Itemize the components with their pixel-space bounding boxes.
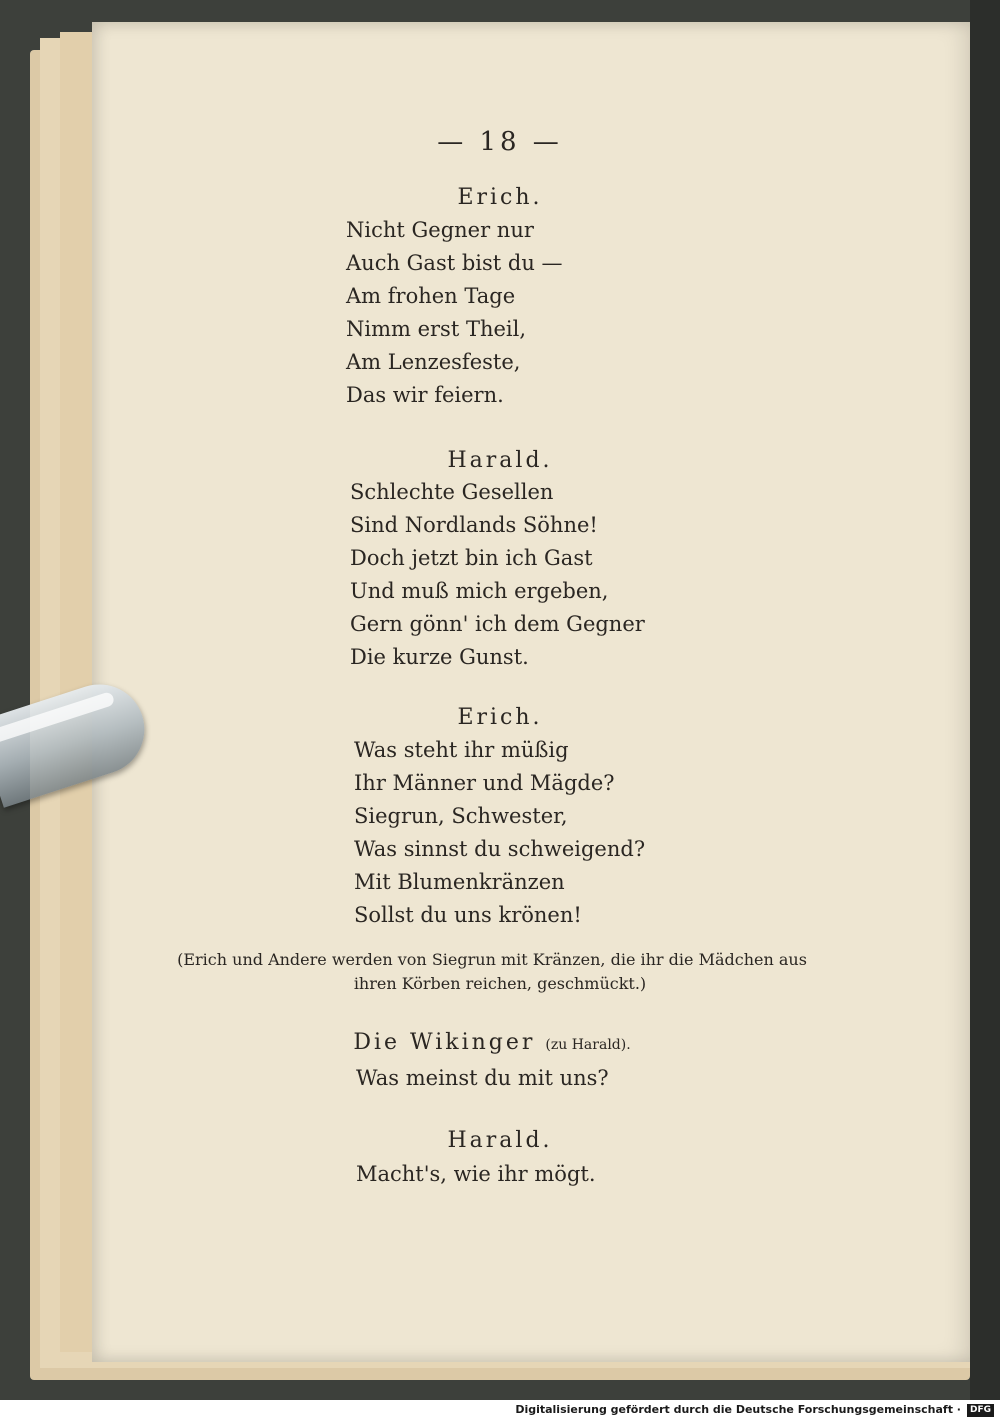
scanner-edge xyxy=(970,0,1000,1400)
verse-line: Was steht ihr müßig xyxy=(354,738,569,762)
digitization-footer xyxy=(0,1400,1000,1420)
speaker-erich: Erich. xyxy=(457,705,543,730)
speaker-harald: Harald. xyxy=(447,448,553,473)
speaker-erich: Erich. xyxy=(457,185,543,210)
stage-direction: (Erich und Andere werden von Siegrun mit Kränzen, die ihr die Mädchen aus xyxy=(177,950,807,969)
speaker-vikings xyxy=(0,1030,992,1055)
dfg-logo: DFG xyxy=(967,1404,994,1417)
verse-line: Gern gönn' ich dem Gegner xyxy=(350,612,645,636)
verse-line: Macht's, wie ihr mögt. xyxy=(356,1162,596,1186)
verse-line: Was sinnst du schweigend? xyxy=(354,837,646,861)
verse-line: Und muß mich ergeben, xyxy=(350,579,609,603)
verse-line: Ihr Männer und Mägde? xyxy=(354,771,615,795)
verse-line: Siegrun, Schwester, xyxy=(354,804,568,828)
verse-line: Sind Nordlands Söhne! xyxy=(350,513,598,537)
verse-line: Doch jetzt bin ich Gast xyxy=(350,546,593,570)
verse-line: Am frohen Tage xyxy=(346,284,516,308)
verse-line: Am Lenzesfeste, xyxy=(346,350,521,374)
speaker-harald: Harald. xyxy=(447,1128,553,1153)
speaker-note: (zu Harald). xyxy=(545,1037,631,1053)
speaker-name: Die Wikinger xyxy=(353,1030,536,1055)
verse-line: Das wir feiern. xyxy=(346,383,504,407)
verse-line: Sollst du uns krönen! xyxy=(354,903,582,927)
page-number: — 18 — xyxy=(437,127,563,157)
stage-direction: ihren Körben reichen, geschmückt.) xyxy=(353,974,647,993)
verse-line: Schlechte Gesellen xyxy=(350,480,554,504)
verse-line: Nimm erst Theil, xyxy=(346,317,527,341)
verse-line: Auch Gast bist du — xyxy=(346,251,563,275)
verse-line: Die kurze Gunst. xyxy=(350,645,529,669)
verse-line: Nicht Gegner nur xyxy=(346,218,534,242)
verse-line: Mit Blumenkränzen xyxy=(354,870,565,894)
footer-text: Digitalisierung gefördert durch die Deutsche Forschungsgemeinschaft · xyxy=(515,1403,961,1416)
verse-line: Was meinst du mit uns? xyxy=(356,1066,609,1090)
